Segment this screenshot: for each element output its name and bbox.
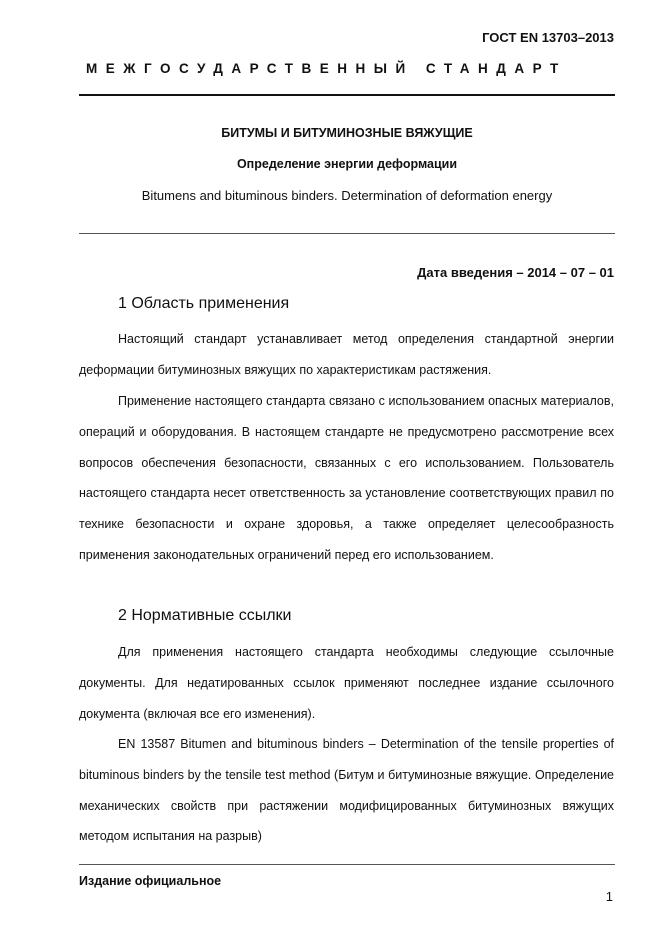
references-paragraph-2: EN 13587 Bitumen and bituminous binders – Determination of the tensile properties of bituminous binders by the tensile test method (Битум и битуминозные вяжущие. Определение механических свойств при растяжении модифицированных битуминозных вяжущих методом испытания на разрыв) xyxy=(79,737,614,844)
document-subtitle: Определение энергии деформации xyxy=(236,157,458,171)
document-title-english: Bitumens and bituminous binders. Determination of deformation energy xyxy=(141,188,553,203)
document-code: ГОСТ EN 13703–2013 xyxy=(482,30,614,45)
introduction-date: Дата введения – 2014 – 07 – 01 xyxy=(417,265,614,280)
footer-divider xyxy=(79,864,615,865)
scope-paragraph-2: Применение настоящего стандарта связано с использованием опасных материалов, операций и оборудования. В настоящем стандарте не предусмотрено рассмотрение всех вопросов обеспечения безопасности, связанных с его использованием. Пользователь настоящего стандарта несет ответственность за установление соответствующих правил по технике безопасности и охране здоровья, а также определяет целесообразность применения законодательных ограничений перед его использованием. xyxy=(79,394,614,562)
official-edition-label: Издание официальное xyxy=(79,874,222,888)
references-paragraph-1: Для применения настоящего стандарта необходимы следующие ссылочные документы. Для недатированных ссылок применяют последнее издание ссылочного документа (включая все его изменения). xyxy=(79,645,614,721)
page-number: 1 xyxy=(605,889,613,904)
section-heading-references: 2 Нормативные ссылки xyxy=(118,607,292,624)
title-divider xyxy=(79,233,615,234)
document-title: БИТУМЫ И БИТУМИНОЗНЫЕ ВЯЖУЩИЕ xyxy=(221,126,473,140)
section-heading-scope: 1 Область применения xyxy=(118,295,290,312)
scope-paragraph-1: Настоящий стандарт устанавливает метод определения стандартной энергии деформации битуминозных вяжущих по характеристикам растяжения. xyxy=(79,332,614,377)
standard-type-heading: МЕЖГОСУДАРСТВЕННЫЙ СТАНДАРТ xyxy=(86,61,567,76)
header-divider xyxy=(79,94,615,96)
